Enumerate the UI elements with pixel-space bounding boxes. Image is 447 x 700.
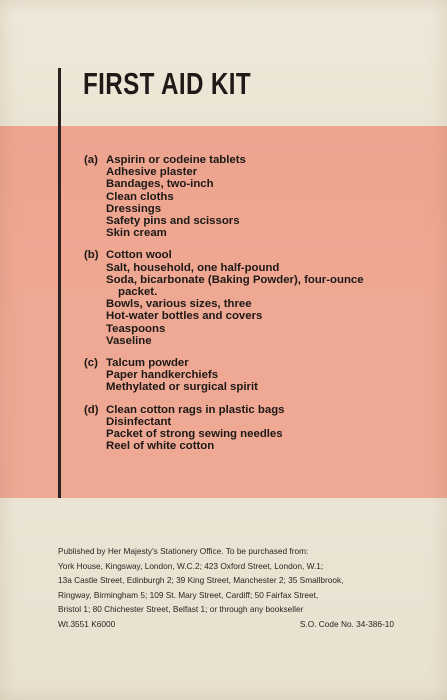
- list-item: Vaseline: [106, 334, 152, 347]
- list-item-continuation: packet.: [118, 286, 158, 299]
- first-aid-list: [84, 154, 414, 462]
- list-row: [84, 357, 414, 369]
- section-c: [84, 357, 414, 394]
- list-item: Skin cream: [106, 227, 167, 240]
- section-letter: (d): [84, 403, 99, 416]
- section-d: [84, 404, 414, 453]
- list-item: Paper handkerchiefs: [106, 369, 219, 382]
- list-item: Bandages, two-inch: [106, 178, 214, 191]
- list-item: Safety pins and scissors: [106, 215, 240, 228]
- footer-text: York House, Kingsway, London, W.C.2; 423 Oxford Street, London, W.1;: [58, 560, 324, 571]
- list-item: Soda, bicarbonate (Baking Powder), four-ounce: [106, 273, 364, 286]
- so-code: S.O. Code No. 34-386-10: [299, 618, 394, 629]
- list-item: Methylated or surgical spirit: [106, 381, 258, 394]
- page-title: FIRST AID KIT: [83, 66, 252, 101]
- footer-line: [58, 602, 394, 617]
- list-item: Hot-water bottles and covers: [106, 310, 263, 323]
- publisher-footer: [58, 544, 394, 632]
- list-item: Bowls, various sizes, three: [106, 298, 252, 311]
- paper-top-area: [0, 0, 447, 126]
- footer-text: Ringway, Birmingham 5; 109 St. Mary Street, Cardiff; 50 Fairfax Street,: [58, 589, 319, 600]
- vertical-rule: [58, 68, 61, 498]
- list-item: Clean cotton rags in plastic bags: [106, 403, 285, 416]
- footer-codes: [58, 617, 394, 632]
- list-item: Aspirin or codeine tablets: [106, 154, 246, 166]
- list-item: Cotton wool: [106, 249, 172, 262]
- section-letter: (b): [84, 249, 99, 262]
- footer-line: [58, 559, 394, 574]
- section-a: [84, 154, 414, 239]
- list-item: Dressings: [106, 202, 162, 215]
- list-row: [84, 249, 414, 261]
- print-code: Wt.3551 K6000: [58, 618, 116, 629]
- list-item: Adhesive plaster: [106, 166, 198, 179]
- section-letter: (c): [84, 357, 98, 370]
- footer-line: [58, 588, 394, 603]
- list-item: Disinfectant: [106, 415, 172, 428]
- list-item: Talcum powder: [106, 357, 189, 370]
- list-row: [84, 404, 414, 416]
- list-item: Packet of strong sewing needles: [106, 428, 283, 441]
- list-item: Reel of white cotton: [106, 440, 215, 453]
- footer-line: [58, 544, 394, 559]
- footer-text: Bristol 1; 80 Chichester Street, Belfast 1; or through any bookseller: [58, 604, 304, 615]
- list-item: Salt, household, one half-pound: [106, 261, 280, 274]
- section-b: [84, 249, 414, 347]
- list-item: Teaspoons: [106, 322, 166, 335]
- list-row: [84, 154, 414, 166]
- list-item: Clean cloths: [106, 190, 174, 203]
- footer-text: Published by Her Majesty's Stationery Office. To be purchased from:: [58, 546, 309, 556]
- section-letter: (a): [84, 154, 98, 166]
- footer-text: 13a Castle Street, Edinburgh 2; 39 King Street, Manchester 2; 35 Smallbrook,: [58, 575, 344, 586]
- footer-line: [58, 573, 394, 588]
